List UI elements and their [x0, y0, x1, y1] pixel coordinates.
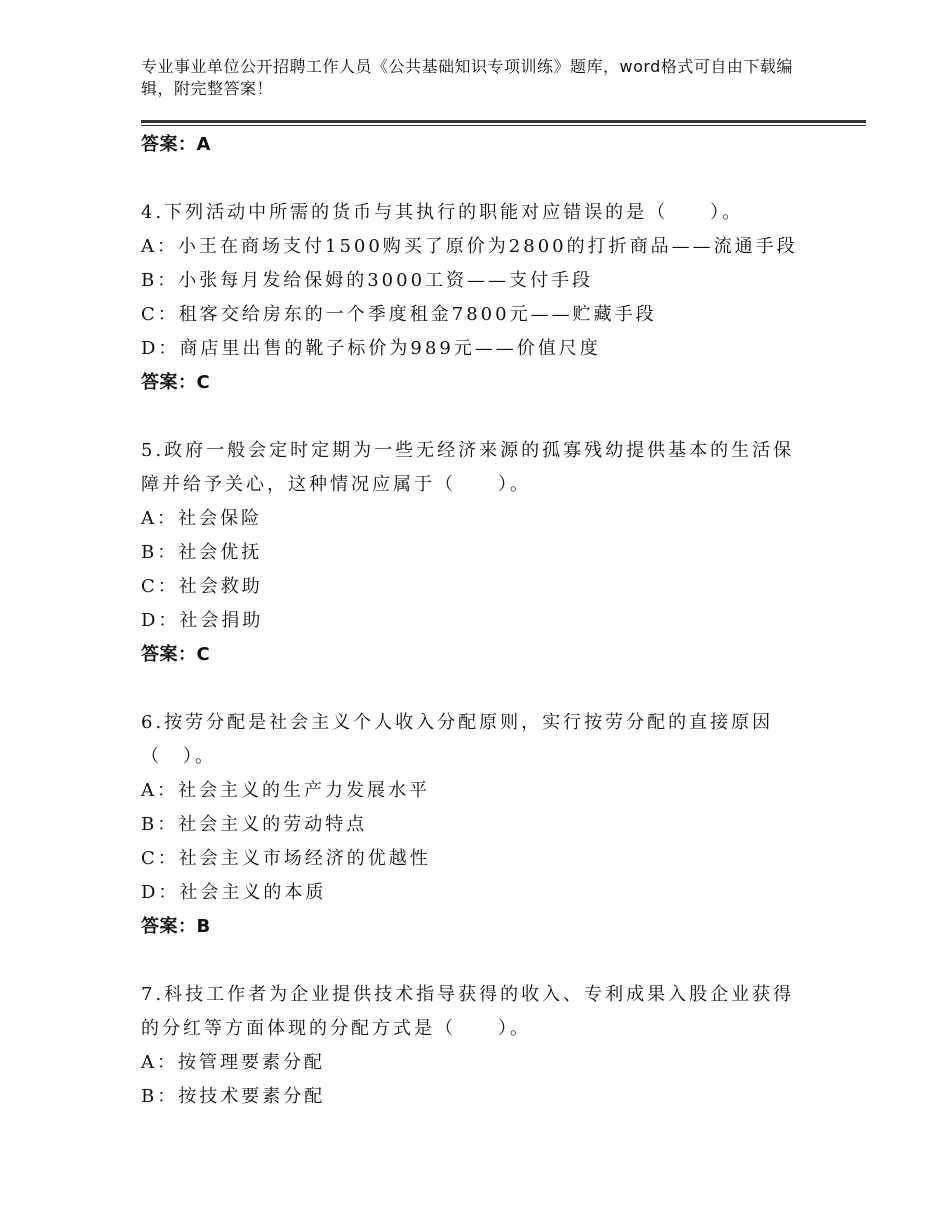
question-7: [141, 978, 841, 1114]
header-rule-thin: [141, 125, 866, 126]
answer-line: 答案：B: [141, 916, 211, 937]
option-b: B：小张每月发给保姆的3000工资——支付手段: [141, 270, 594, 291]
header-rule-thick: [141, 120, 866, 123]
option-d: D：社会捐助: [141, 610, 264, 631]
question-stem: 4.下列活动中所需的货币与其执行的职能对应错误的是（ ）。: [141, 202, 744, 223]
question-6: [141, 706, 841, 944]
option-b: B：社会主义的劳动特点: [141, 814, 368, 835]
option-a: A：按管理要素分配: [141, 1052, 325, 1073]
question-5: [141, 434, 841, 672]
question-4: [141, 196, 841, 400]
question-content: [141, 128, 841, 1114]
page-header: 专业事业单位公开招聘工作人员《公共基础知识专项训练》题库，word格式可自由下载编辑，附完整答案！: [141, 57, 793, 98]
option-d: D：社会主义的本质: [141, 882, 327, 903]
option-c: C：社会救助: [141, 576, 263, 597]
option-b: B：社会优抚: [141, 542, 263, 563]
option-c: C：租客交给房东的一个季度租金7800元——贮藏手段: [141, 304, 657, 325]
option-a: A：社会保险: [141, 508, 262, 529]
question-stem: 7.科技工作者为企业提供技术指导获得的收入、专利成果入股企业获得的分红等方面体现的分配方式是（ ）。: [141, 984, 795, 1039]
answer-line: 答案：C: [141, 644, 211, 665]
question-stem: 5.政府一般会定时定期为一些无经济来源的孤寡残幼提供基本的生活保障并给予关心，这种情况应属于（ ）。: [141, 440, 795, 495]
option-a: A：社会主义的生产力发展水平: [141, 780, 430, 801]
option-a: A：小王在商场支付1500购买了原价为2800的打折商品——流通手段: [141, 236, 798, 257]
answer-line: 答案：A: [141, 134, 211, 155]
option-b: B：按技术要素分配: [141, 1086, 326, 1107]
option-c: C：社会主义市场经济的优越性: [141, 848, 431, 869]
answer-line: 答案：C: [141, 372, 211, 393]
question-stem: 6.按劳分配是社会主义个人收入分配原则，实行按劳分配的直接原因（ ）。: [141, 712, 774, 767]
option-d: D：商店里出售的靴子标价为989元——价值尺度: [141, 338, 601, 359]
